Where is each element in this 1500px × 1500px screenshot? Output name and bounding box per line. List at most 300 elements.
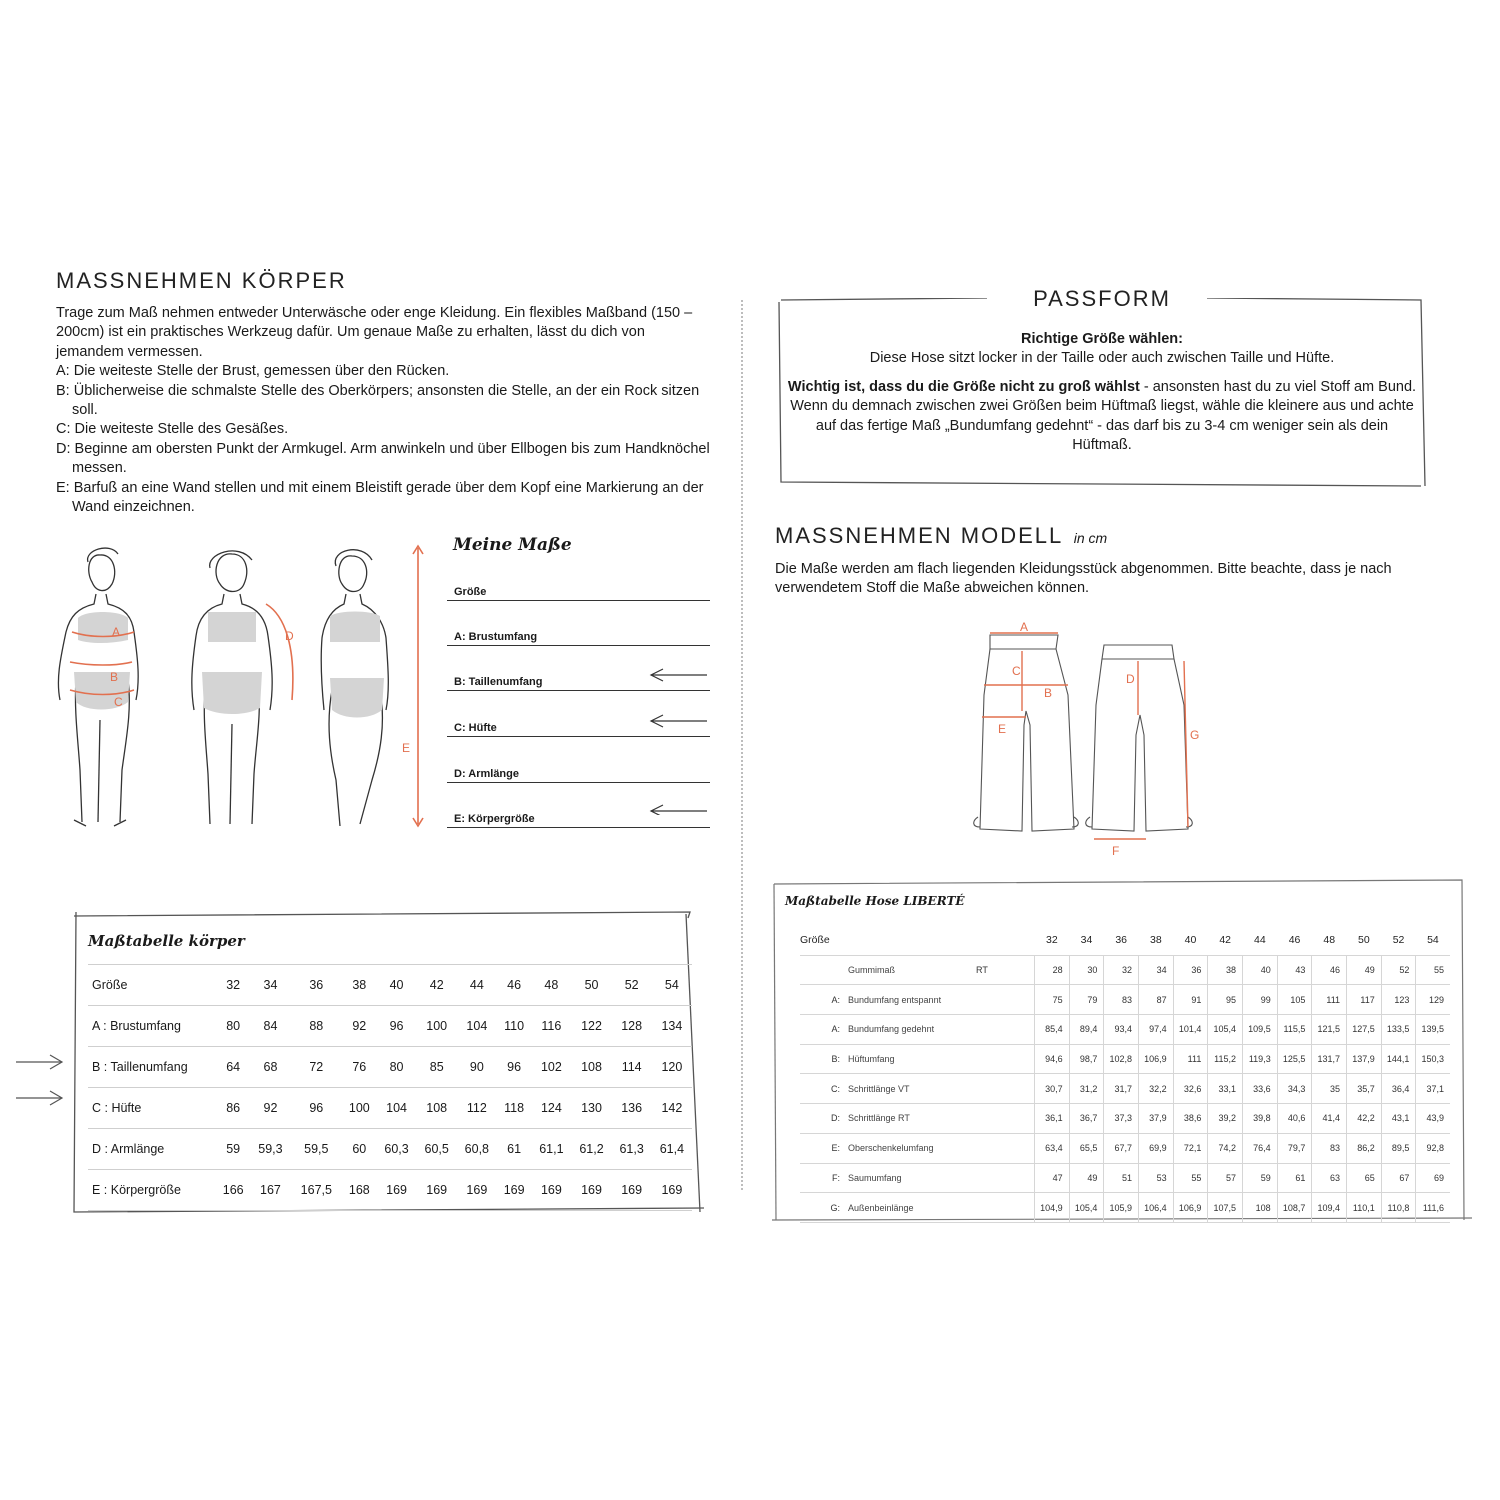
size-header-cell: 48	[531, 965, 571, 1006]
table-cell: 92	[250, 1088, 290, 1129]
arrow-right-icon	[16, 1091, 62, 1105]
my-measures-row-size[interactable]	[447, 580, 710, 601]
table-cell: 129	[1416, 985, 1450, 1015]
table-cell: 39,2	[1208, 1104, 1243, 1134]
table-cell: 33,6	[1243, 1074, 1278, 1104]
table-cell: 94,6	[1035, 1044, 1070, 1074]
table-cell: 67,7	[1104, 1133, 1139, 1163]
trousers-label-f: F	[1112, 844, 1120, 858]
table-row	[88, 1170, 692, 1211]
table-cell: 60,8	[457, 1129, 497, 1170]
trousers-front-measures	[982, 633, 1068, 717]
table-cell: 61,1	[531, 1129, 571, 1170]
row-note	[976, 1163, 1035, 1193]
arrow-right-icon	[16, 1055, 62, 1069]
my-measures-label: Größe	[454, 586, 487, 598]
table-row	[800, 1104, 1450, 1134]
table-cell: 37,9	[1139, 1104, 1174, 1134]
table-cell: 53	[1139, 1163, 1174, 1193]
table-cell: 89,4	[1069, 1015, 1104, 1045]
table-row	[88, 965, 692, 1006]
table-cell: 114	[612, 1047, 652, 1088]
table-cell: 106,4	[1139, 1193, 1174, 1223]
table-row	[800, 1015, 1450, 1045]
row-note	[976, 1193, 1035, 1223]
passform-rest: - ansonsten hast du zu viel Stoff am Bund. Wenn du demnach zwischen zwei Größen beim Hüftmaß liegst, wähle die kleinere aus und achte auf das fertige Maß „Bundumfang gedehnt“ - das darf bis zu 3-4 cm weniger sein als dein Hüftmaß.	[790, 378, 1417, 454]
table-cell: 130	[571, 1088, 611, 1129]
table-cell: 34,3	[1277, 1074, 1312, 1104]
table-cell: 32,6	[1173, 1074, 1208, 1104]
row-label: Hüftumfang	[848, 1044, 976, 1074]
table-cell: 169	[457, 1170, 497, 1211]
table-cell: 169	[497, 1170, 531, 1211]
trousers-front	[974, 635, 1079, 831]
size-header-cell: 38	[342, 965, 376, 1006]
size-header-cell: 38	[1139, 926, 1174, 955]
point-e: E: Barfuß an eine Wand stellen und mit einem Bleistift gerade über dem Kopf eine Markierung an der Wand einzeichnen.	[56, 479, 704, 516]
table-cell: 99	[1243, 985, 1278, 1015]
row-label: C : Hüfte	[88, 1088, 216, 1129]
table-cell: 80	[377, 1047, 417, 1088]
table-cell: 96	[291, 1088, 343, 1129]
table-cell: 76	[342, 1047, 376, 1088]
table-cell: 61,3	[612, 1129, 652, 1170]
size-header-cell: 36	[291, 965, 343, 1006]
table-cell: 128	[612, 1006, 652, 1047]
model-measure-title: MASSNEHMEN MODELL	[775, 523, 1064, 548]
side-label-e: E	[402, 741, 411, 755]
table-cell: 55	[1173, 1163, 1208, 1193]
model-size-header-label: Größe	[800, 926, 1035, 955]
table-cell: 102,8	[1104, 1044, 1139, 1074]
table-cell: 61,2	[571, 1129, 611, 1170]
row-label: Saumumfang	[848, 1163, 976, 1193]
table-cell: 89,5	[1381, 1133, 1416, 1163]
table-cell: 28	[1035, 955, 1070, 985]
size-header-cell: 42	[417, 965, 457, 1006]
table-cell: 31,2	[1069, 1074, 1104, 1104]
trousers-label-a: A	[1020, 620, 1029, 634]
row-label: D : Armlänge	[88, 1129, 216, 1170]
table-cell: 83	[1104, 985, 1139, 1015]
my-measures-label: A: Brustumfang	[454, 631, 538, 643]
trousers-illustration	[970, 615, 1210, 865]
table-cell: 134	[652, 1006, 692, 1047]
table-cell: 131,7	[1312, 1044, 1347, 1074]
table-cell: 80	[216, 1006, 250, 1047]
table-cell: 83	[1312, 1133, 1347, 1163]
table-cell: 85,4	[1035, 1015, 1070, 1045]
table-cell: 55	[1416, 955, 1450, 985]
table-cell: 49	[1069, 1163, 1104, 1193]
my-measures-arrows	[645, 665, 715, 815]
row-note	[976, 1104, 1035, 1134]
table-cell: 118	[497, 1088, 531, 1129]
table-cell: 59	[216, 1129, 250, 1170]
model-measure-intro: Die Maße werden am flach liegenden Kleidungsstück abgenommen. Bitte beachte, dass je nach verwendetem Stoff die Maße abweichen können.	[775, 561, 1392, 597]
passform-box	[777, 286, 1427, 488]
table-cell: 35,7	[1347, 1074, 1382, 1104]
table-cell: 33,1	[1208, 1074, 1243, 1104]
table-row	[800, 1163, 1450, 1193]
table-cell: 127,5	[1347, 1015, 1382, 1045]
table-cell: 47	[1035, 1163, 1070, 1193]
table-cell: 169	[531, 1170, 571, 1211]
table-cell: 111	[1173, 1044, 1208, 1074]
row-note	[976, 1074, 1035, 1104]
table-cell: 109,5	[1243, 1015, 1278, 1045]
my-measures-label: C: Hüfte	[454, 722, 497, 734]
table-cell: 43,9	[1416, 1104, 1450, 1134]
row-label: Bundumfang entspannt	[848, 985, 976, 1015]
my-measures-label: B: Taillenumfang	[454, 676, 543, 688]
body-table-arrows	[14, 1050, 70, 1106]
size-header-cell: 46	[497, 965, 531, 1006]
table-cell: 34	[1139, 955, 1174, 985]
size-header-cell: 34	[250, 965, 290, 1006]
table-cell: 32,2	[1139, 1074, 1174, 1104]
table-row	[800, 1044, 1450, 1074]
table-cell: 43,1	[1381, 1104, 1416, 1134]
size-header-cell: 44	[457, 965, 497, 1006]
table-cell: 63	[1312, 1163, 1347, 1193]
table-cell: 139,5	[1416, 1015, 1450, 1045]
row-letter: C:	[800, 1074, 848, 1104]
table-cell: 57	[1208, 1163, 1243, 1193]
table-cell: 133,5	[1381, 1015, 1416, 1045]
table-cell: 38,6	[1173, 1104, 1208, 1134]
table-cell: 84	[250, 1006, 290, 1047]
passform-line1: Diese Hose sitzt locker in der Taille oder auch zwischen Taille und Hüfte.	[869, 350, 1335, 367]
arrow-left-icon	[651, 669, 707, 681]
table-cell: 85	[417, 1047, 457, 1088]
size-header-label: Größe	[88, 965, 216, 1006]
table-cell: 36	[1173, 955, 1208, 985]
model-measure-unit: in cm	[1073, 530, 1108, 546]
row-letter	[800, 955, 848, 985]
table-cell: 65,5	[1069, 1133, 1104, 1163]
table-cell: 109,4	[1312, 1193, 1347, 1223]
row-letter: A:	[800, 1015, 848, 1045]
row-label: Oberschenkelumfang	[848, 1133, 976, 1163]
table-cell: 59,3	[250, 1129, 290, 1170]
table-cell: 63,4	[1035, 1133, 1070, 1163]
table-cell: 105	[1277, 985, 1312, 1015]
size-header-cell: 42	[1208, 926, 1243, 955]
table-cell: 110,1	[1347, 1193, 1382, 1223]
table-cell: 95	[1208, 985, 1243, 1015]
table-cell: 104	[457, 1006, 497, 1047]
table-row	[88, 1006, 692, 1047]
table-row	[800, 926, 1450, 955]
table-cell: 110,8	[1381, 1193, 1416, 1223]
table-cell: 31,7	[1104, 1074, 1139, 1104]
table-cell: 124	[531, 1088, 571, 1129]
table-cell: 75	[1035, 985, 1070, 1015]
table-row	[800, 1133, 1450, 1163]
table-row	[800, 1193, 1450, 1223]
table-cell: 86	[216, 1088, 250, 1129]
table-cell: 97,4	[1139, 1015, 1174, 1045]
size-header-cell: 46	[1277, 926, 1312, 955]
table-row	[88, 1047, 692, 1088]
table-cell: 167	[250, 1170, 290, 1211]
back-briefs-fill	[202, 672, 262, 714]
point-a: A: Die weiteste Stelle der Brust, gemessen über den Rücken.	[56, 363, 450, 380]
table-cell: 136	[612, 1088, 652, 1129]
table-cell: 142	[652, 1088, 692, 1129]
table-cell: 115,5	[1277, 1015, 1312, 1045]
table-cell: 98,7	[1069, 1044, 1104, 1074]
table-cell: 101,4	[1173, 1015, 1208, 1045]
my-measures-row-chest[interactable]	[447, 625, 710, 646]
row-note	[976, 1015, 1035, 1045]
page-divider	[741, 300, 743, 1190]
table-cell: 100	[342, 1088, 376, 1129]
table-cell: 112	[457, 1088, 497, 1129]
table-row	[800, 985, 1450, 1015]
body-size-table	[88, 964, 692, 1211]
arrow-left-icon	[651, 715, 707, 727]
table-cell: 169	[377, 1170, 417, 1211]
row-label: Gummimaß	[848, 955, 976, 985]
table-cell: 37,1	[1416, 1074, 1450, 1104]
model-size-table	[800, 926, 1450, 1223]
point-c: C: Die weiteste Stelle des Gesäßes.	[56, 421, 289, 438]
my-measures-title: Meine Maße	[453, 535, 572, 555]
back-bra-fill	[208, 612, 256, 642]
back-label-d: D	[285, 629, 294, 643]
table-cell: 68	[250, 1047, 290, 1088]
table-row	[88, 1129, 692, 1170]
row-letter: F:	[800, 1163, 848, 1193]
table-cell: 117	[1347, 985, 1382, 1015]
table-cell: 105,4	[1069, 1193, 1104, 1223]
table-cell: 104,9	[1035, 1193, 1070, 1223]
table-cell: 61	[1277, 1163, 1312, 1193]
table-cell: 30,7	[1035, 1074, 1070, 1104]
table-cell: 79,7	[1277, 1133, 1312, 1163]
table-cell: 108	[571, 1047, 611, 1088]
table-cell: 125,5	[1277, 1044, 1312, 1074]
table-cell: 38	[1208, 955, 1243, 985]
point-b: B: Üblicherweise die schmalste Stelle des Oberkörpers; ansonsten die Stelle, an der ein Rock sitzen soll.	[56, 382, 700, 419]
side-briefs-fill	[330, 678, 384, 718]
table-row	[800, 955, 1450, 985]
table-cell: 36,1	[1035, 1104, 1070, 1134]
trousers-back-measures	[1094, 661, 1188, 839]
table-cell: 108,7	[1277, 1193, 1312, 1223]
table-cell: 64	[216, 1047, 250, 1088]
table-cell: 110	[497, 1006, 531, 1047]
model-table-title: Maßtabelle Hose LIBERTÉ	[785, 894, 965, 908]
table-cell: 42,2	[1347, 1104, 1382, 1134]
size-header-cell: 36	[1104, 926, 1139, 955]
passform-heading: Richtige Größe wählen:	[1021, 331, 1183, 347]
table-cell: 46	[1312, 955, 1347, 985]
side-bra-fill	[330, 612, 380, 643]
table-cell: 169	[417, 1170, 457, 1211]
table-cell: 30	[1069, 955, 1104, 985]
model-measure-heading	[775, 523, 1107, 549]
table-cell: 76,4	[1243, 1133, 1278, 1163]
passform-title: PASSFORM	[1033, 286, 1171, 311]
row-label: E : Körpergröße	[88, 1170, 216, 1211]
table-cell: 106,9	[1173, 1193, 1208, 1223]
trousers-label-e: E	[998, 722, 1007, 736]
trousers-label-c: C	[1012, 664, 1021, 678]
row-letter: D:	[800, 1104, 848, 1134]
table-cell: 120	[652, 1047, 692, 1088]
row-letter: A:	[800, 985, 848, 1015]
row-letter: B:	[800, 1044, 848, 1074]
table-cell: 40,6	[1277, 1104, 1312, 1134]
table-cell: 169	[612, 1170, 652, 1211]
table-cell: 169	[652, 1170, 692, 1211]
table-cell: 60,5	[417, 1129, 457, 1170]
front-label-a: A	[112, 625, 121, 639]
table-cell: 116	[531, 1006, 571, 1047]
table-cell: 60	[342, 1129, 376, 1170]
table-cell: 167,5	[291, 1170, 343, 1211]
body-table-title: Maßtabelle körper	[88, 932, 245, 950]
table-cell: 108	[417, 1088, 457, 1129]
trousers-label-b: B	[1044, 686, 1053, 700]
size-header-cell: 32	[216, 965, 250, 1006]
table-cell: 61,4	[652, 1129, 692, 1170]
row-label: Bundumfang gedehnt	[848, 1015, 976, 1045]
row-note	[976, 985, 1035, 1015]
row-note	[976, 1133, 1035, 1163]
table-cell: 166	[216, 1170, 250, 1211]
size-header-cell: 54	[652, 965, 692, 1006]
table-cell: 93,4	[1104, 1015, 1139, 1045]
table-cell: 51	[1104, 1163, 1139, 1193]
table-cell: 36,4	[1381, 1074, 1416, 1104]
row-note	[976, 1044, 1035, 1074]
table-cell: 49	[1347, 955, 1382, 985]
table-cell: 67	[1381, 1163, 1416, 1193]
table-cell: 106,9	[1139, 1044, 1174, 1074]
table-cell: 36,7	[1069, 1104, 1104, 1134]
table-cell: 72	[291, 1047, 343, 1088]
table-cell: 37,3	[1104, 1104, 1139, 1134]
table-row	[800, 1074, 1450, 1104]
passform-paragraph	[787, 378, 1417, 456]
trousers-label-d: D	[1126, 672, 1135, 686]
row-letter: G:	[800, 1193, 848, 1223]
size-header-cell: 52	[612, 965, 652, 1006]
size-header-cell: 34	[1069, 926, 1104, 955]
table-cell: 35	[1312, 1074, 1347, 1104]
table-cell: 69	[1416, 1163, 1450, 1193]
table-cell: 32	[1104, 955, 1139, 985]
row-label: A : Brustumfang	[88, 1006, 216, 1047]
front-label-c: C	[114, 695, 123, 709]
passform-bold-lead: Wichtig ist, dass du die Größe nicht zu groß wählst	[787, 378, 1140, 395]
table-cell: 96	[497, 1047, 531, 1088]
point-d: D: Beginne am obersten Punkt der Armkugel. Arm anwinkeln und über Ellbogen bis zum Handknöchel messen.	[56, 440, 710, 477]
table-cell: 121,5	[1312, 1015, 1347, 1045]
table-cell: 168	[342, 1170, 376, 1211]
my-measures-label: D: Armlänge	[454, 768, 519, 780]
table-cell: 92,8	[1416, 1133, 1450, 1163]
size-header-cell: 32	[1035, 926, 1070, 955]
table-cell: 150,3	[1416, 1044, 1450, 1074]
table-cell: 43	[1277, 955, 1312, 985]
table-cell: 65	[1347, 1163, 1382, 1193]
table-cell: 122	[571, 1006, 611, 1047]
front-bra-fill	[78, 612, 128, 643]
table-cell: 123	[1381, 985, 1416, 1015]
row-letter: E:	[800, 1133, 848, 1163]
row-label: Schrittlänge VT	[848, 1074, 976, 1104]
table-cell: 59	[1243, 1163, 1278, 1193]
size-header-cell: 44	[1243, 926, 1278, 955]
body-measure-intro: Trage zum Maß nehmen entweder Unterwäsche oder enge Kleidung. Ein flexibles Maßband (150 – 200cm) ist ein praktisches Werkzeug dafür. Um genaue Maße zu erhalten, lässt du dich von jemandem vermessen.	[56, 305, 693, 360]
table-cell: 60,3	[377, 1129, 417, 1170]
trousers-label-g: G	[1190, 728, 1200, 742]
table-cell: 41,4	[1312, 1104, 1347, 1134]
size-header-cell: 54	[1416, 926, 1450, 955]
my-measures-label: E: Körpergröße	[454, 813, 535, 825]
table-cell: 119,3	[1243, 1044, 1278, 1074]
table-cell: 115,2	[1208, 1044, 1243, 1074]
size-header-cell: 50	[571, 965, 611, 1006]
table-cell: 102	[531, 1047, 571, 1088]
table-cell: 91	[1173, 985, 1208, 1015]
table-cell: 40	[1243, 955, 1278, 985]
table-cell: 39,8	[1243, 1104, 1278, 1134]
table-cell: 100	[417, 1006, 457, 1047]
table-cell: 104	[377, 1088, 417, 1129]
size-header-cell: 40	[377, 965, 417, 1006]
table-cell: 79	[1069, 985, 1104, 1015]
table-cell: 52	[1381, 955, 1416, 985]
table-cell: 111	[1312, 985, 1347, 1015]
passform-text	[787, 330, 1417, 455]
body-measure-instructions	[56, 304, 716, 517]
size-header-cell: 48	[1312, 926, 1347, 955]
table-cell: 137,9	[1347, 1044, 1382, 1074]
body-figures-illustration	[40, 540, 440, 840]
table-row	[88, 1088, 692, 1129]
table-cell: 92	[342, 1006, 376, 1047]
row-label: Schrittlänge RT	[848, 1104, 976, 1134]
size-header-cell: 40	[1173, 926, 1208, 955]
row-label: B : Taillenumfang	[88, 1047, 216, 1088]
table-cell: 96	[377, 1006, 417, 1047]
front-label-b: B	[110, 670, 119, 684]
table-cell: 169	[571, 1170, 611, 1211]
size-header-cell: 50	[1347, 926, 1382, 955]
table-cell: 108	[1243, 1193, 1278, 1223]
table-cell: 86,2	[1347, 1133, 1382, 1163]
table-cell: 69,9	[1139, 1133, 1174, 1163]
table-cell: 59,5	[291, 1129, 343, 1170]
row-note: RT	[976, 955, 1035, 985]
body-measure-title: MASSNEHMEN KÖRPER	[56, 268, 347, 293]
table-cell: 105,9	[1104, 1193, 1139, 1223]
height-measure-line	[413, 546, 423, 826]
trousers-back	[1086, 645, 1193, 831]
table-cell: 61	[497, 1129, 531, 1170]
table-cell: 90	[457, 1047, 497, 1088]
row-label: Außenbeinlänge	[848, 1193, 976, 1223]
table-cell: 105,4	[1208, 1015, 1243, 1045]
table-cell: 107,5	[1208, 1193, 1243, 1223]
table-cell: 111,6	[1416, 1193, 1450, 1223]
